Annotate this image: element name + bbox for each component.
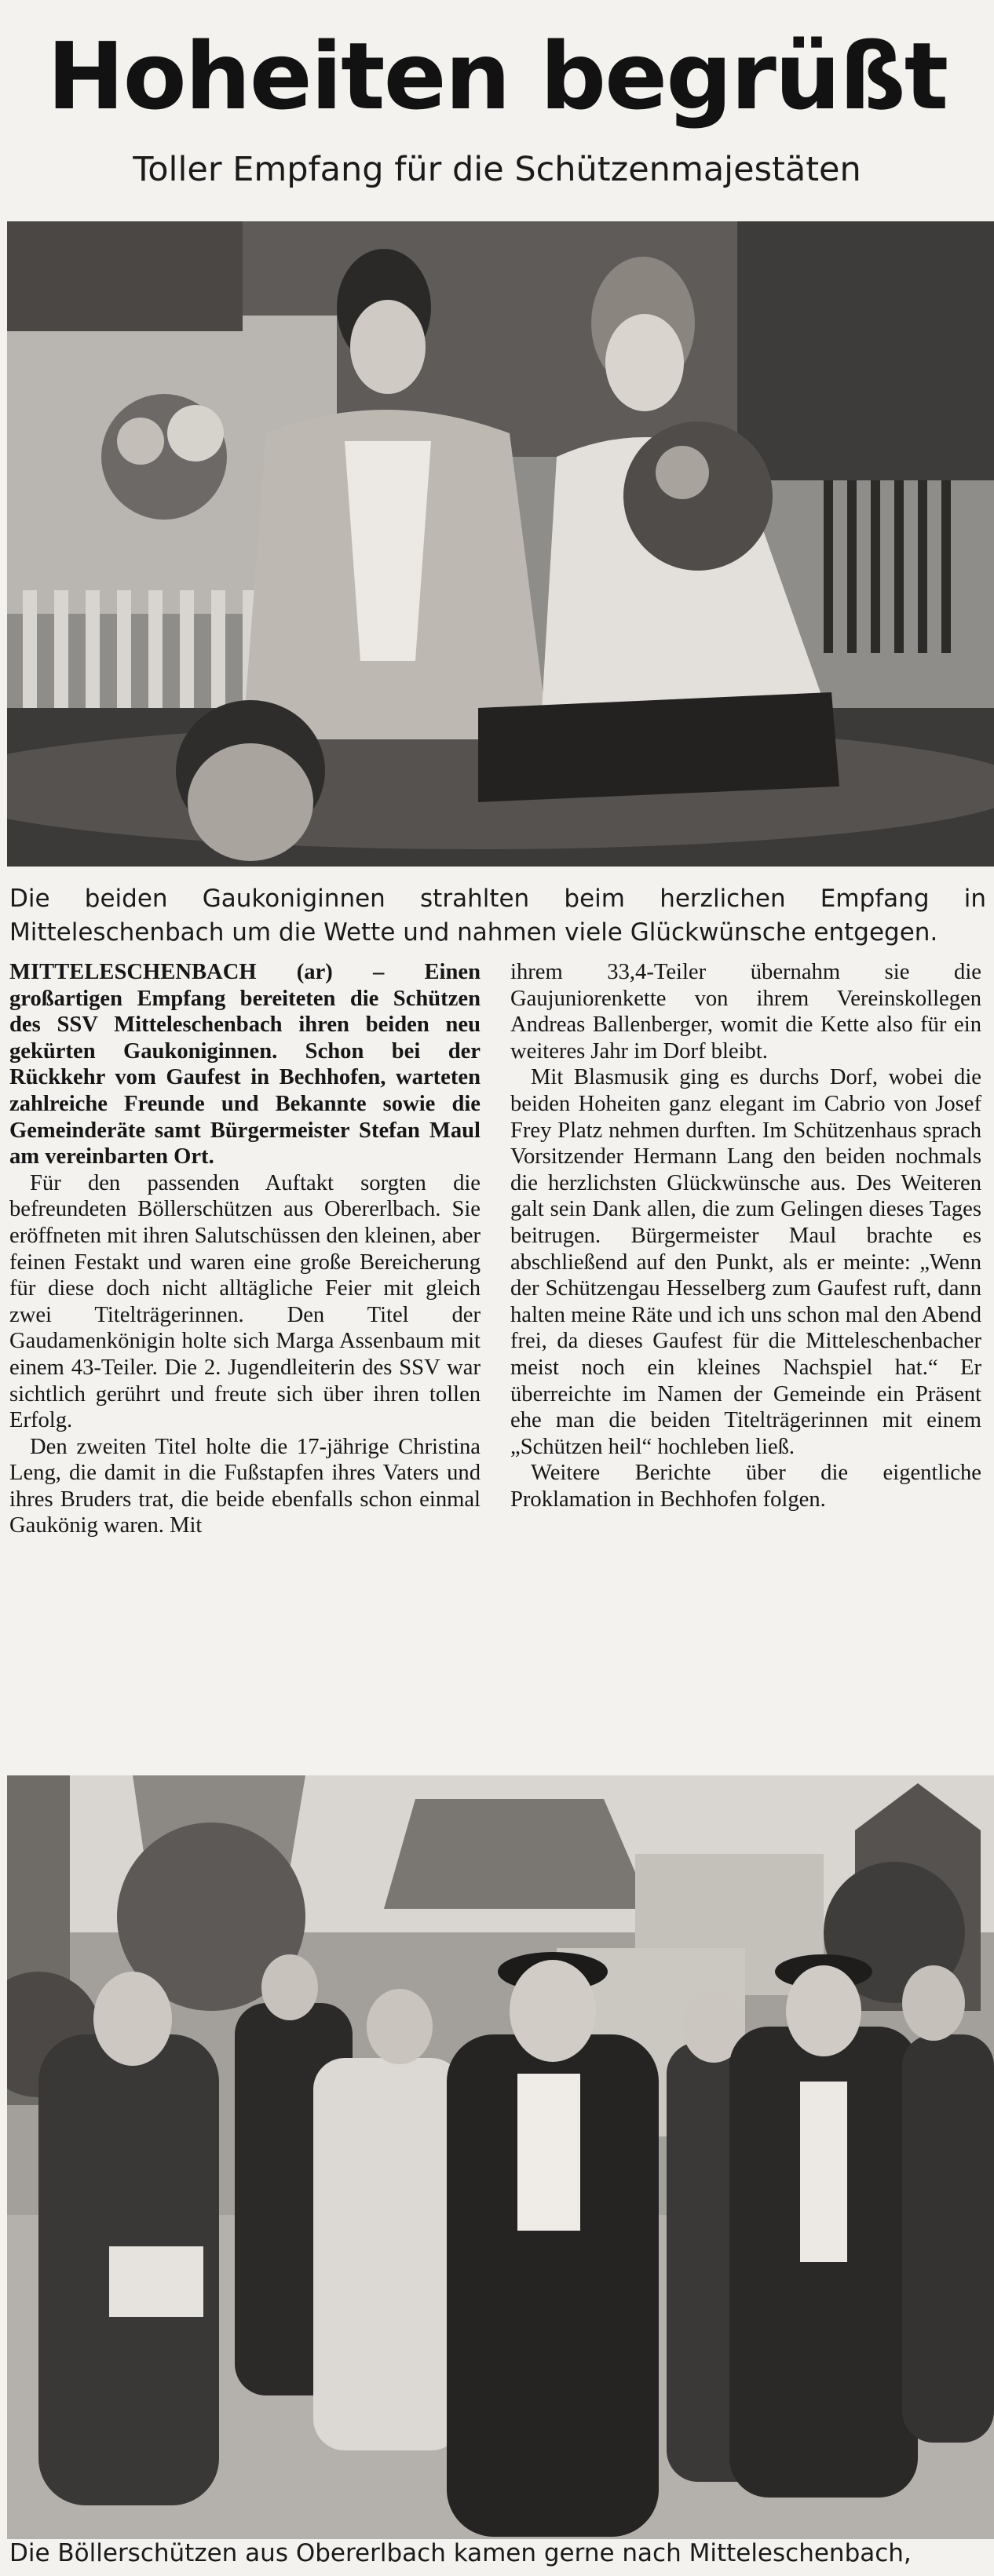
subheadline: Toller Empfang für die Schützenmajestäten — [133, 150, 861, 189]
photo-parade — [7, 1775, 994, 2539]
photo1-caption: Die beiden Gaukoniginnen strahlten beim herzlichen Empfang in Mitteleschenbach um die Wette und nahmen viele Glückwünsche entgegen. — [9, 885, 986, 947]
photo-queens — [7, 221, 994, 867]
article-paragraph: Mit Blasmusik ging es durchs Dorf, wobei die beiden Hoheiten ganz elegant im Cabrio von Josef Frey Platz nehmen durften. Im Schützenhaus sprach Vorsitzender Hermann Lang den beiden nochmals die herzlichsten Glückwünsche aus. Des Weiteren galt sein Dank allen, die zum Gelingen dieses Tages beitrugen. Bürgermeister Maul brachte es abschließend auf den Punkt, als er meinte: „Wenn der Schützengau Hesselberg zum Gaufest ruft, dann halten meine Räte und ich uns schon mal den Abend frei, da dieses Gaufest für die Mitteleschenbacher meist noch ein kleines Nachspiel hat.“ Er überreichte im Namen der Gemeinde ein Präsent ehe man die beiden Titelträgerinnen mit einem „Schützen heil“ hochleben ließ. — [510, 1065, 981, 1459]
article-paragraph: ihrem 33,4-Teiler übernahm sie die Gaujuniorenkette von ihrem Vereinskollegen Andreas Ballenberger, womit die Kette also für ein weiteres Jahr im Dorf bleibt. — [510, 960, 981, 1064]
article-paragraph: Weitere Berichte über die eigentliche Proklamation in Bechhofen folgen. — [510, 1461, 981, 1512]
article-paragraph: Den zweiten Titel holte die 17-jährige Christina Leng, die damit in die Fußstapfen ihres Vaters und ihres Bruders trat, die beide ebenfalls schon einmal Gaukönig waren. Mit — [9, 1434, 481, 1538]
article-paragraph: Für den passenden Auftakt sorgten die befreundeten Böllerschützen aus Obererlbach. Sie eröffneten mit ihren Salutschüssen den kleinen, aber feinen Festakt und waren eine große Bereicherung für diese doch nicht alltägliche Feier mit gleich zwei Titelträgerinnen. Den Titel der Gaudamenkönigin holte sich Marga Assenbaum mit einem 43-Teiler. Die 2. Jugendleiterin des SSV war sichtlich gerührt und freute sich über ihren tollen Erfolg. — [9, 1170, 481, 1433]
headline: Hoheiten begrüßt — [46, 22, 948, 130]
article-column-right — [510, 959, 981, 1512]
photo2-caption: Die Böllerschützen aus Obererlbach kamen gerne nach Mitteleschenbach, — [9, 2539, 912, 2567]
article-column-left — [9, 959, 481, 1539]
article-lead: MITTELESCHENBACH (ar) – Einen großartigen Empfang bereiteten die Schützen des SSV Mitteleschenbach ihren beiden neu gekürten Gaukoniginnen. Schon bei der Rückkehr vom Gaufest in Bechhofen, warteten zahlreiche Freunde und Bekannte sowie die Gemeinderäte samt Bürgermeister Stefan Maul am vereinbarten Ort. — [9, 960, 481, 1169]
